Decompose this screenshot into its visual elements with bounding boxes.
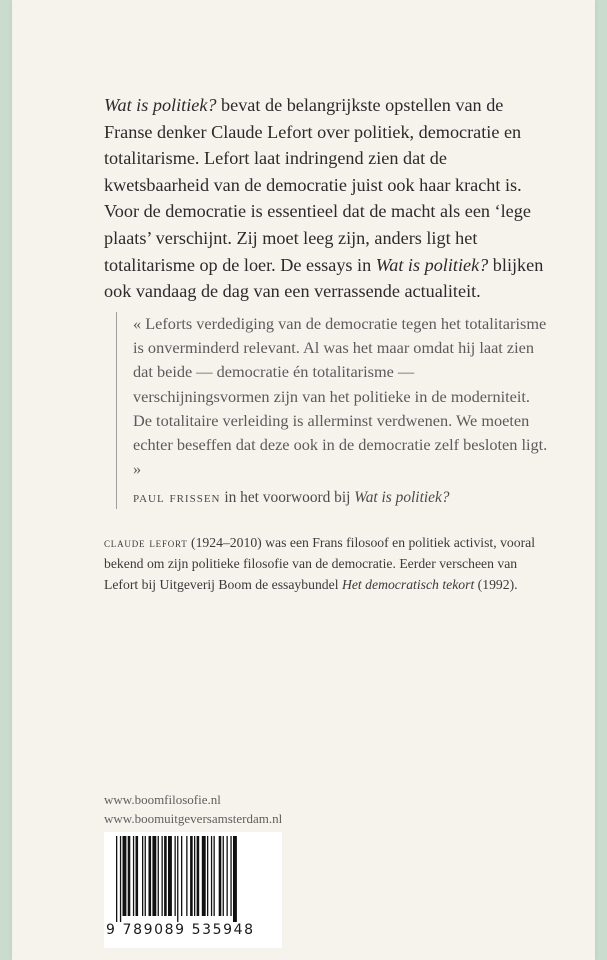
barcode-bar	[190, 836, 193, 916]
barcode-bar	[168, 836, 172, 916]
quote-attribution	[133, 487, 553, 509]
publisher-urls	[104, 790, 282, 828]
quote-attribution-text: in het voorwoord bij	[220, 489, 355, 507]
barcode-bar	[207, 836, 208, 916]
bio-book-title: Het democratisch tekort	[341, 577, 475, 593]
pull-quote	[116, 312, 553, 509]
barcode-bar	[197, 836, 200, 916]
quote-attribution-title: Wat is politiek?	[354, 489, 450, 507]
barcode-bar	[128, 836, 131, 916]
barcode-bar	[233, 836, 237, 922]
barcode-bar	[175, 836, 176, 916]
barcode-bar	[133, 836, 134, 916]
barcode-bar	[116, 836, 117, 922]
blurb-text-part-2: blijken ook vandaag de dag van een verrassende actualiteit.	[104, 254, 544, 302]
barcode-bar	[164, 836, 167, 916]
blurb-book-title: Wat is politiek?	[104, 95, 217, 115]
barcode-bar	[149, 836, 152, 916]
url-boomfilosofie[interactable]: www.boomfilosofie.nl	[104, 792, 221, 807]
barcode-bar	[223, 836, 224, 916]
back-cover	[12, 0, 595, 960]
barcode-bar	[202, 836, 206, 916]
isbn-number: 9 789089 535948	[106, 922, 255, 938]
barcode-bar	[123, 836, 127, 916]
bio-text-part-1: (1924–2010) was een Frans filosoof en politiek activist, vooral bekend om zijn politieke filosofie van de democratie. Eerder verscheen van Lefort bij Uitgeverij Boom de essaybundel	[104, 535, 536, 593]
barcode-bar	[120, 836, 121, 922]
barcode-bar	[158, 836, 159, 916]
barcode-bar	[194, 836, 195, 916]
barcode-bar	[181, 836, 182, 916]
blurb-text-part-1: bevat de belangrijkste opstellen van de Franse denker Claude Lefort over politiek, democratie en totalitarisme. Lefort laat indringend zien dat de kwetsbaarheid van de democratie juist ook haar kracht is. Voor de democratie is essentieel dat de macht als een ‘lege plaats’ verschijnt. Zij moet leeg zijn, anders ligt het totalitarisme op de loer. De essays in	[104, 95, 531, 275]
barcode-bar	[152, 836, 156, 916]
blurb-book-title-2: Wat is politiek?	[375, 254, 489, 275]
barcode-bar	[219, 836, 222, 916]
barcode-bar	[136, 836, 139, 916]
barcode-bar	[142, 836, 143, 916]
quote-text: « Leforts verdediging van de democratie tegen het totalitarisme is onverminderd relevant. Al was het maar omdat hij laat zien dat beide — democratie én totalitarisme — verschijningsvormen zijn van het politieke in de moderniteit. De totalitaire verleiding is allerminst verdwenen. We moeten echter beseffen dat deze ook in de democratie zelf besloten ligt. »	[133, 314, 548, 479]
barcode-bar	[214, 836, 215, 916]
barcode-bar	[211, 836, 212, 916]
url-boomuitgevers[interactable]: www.boomuitgeversamsterdam.nl	[104, 811, 283, 826]
author-bio	[104, 532, 544, 596]
barcode-bar	[186, 836, 187, 916]
isbn-barcode	[104, 832, 282, 948]
barcode-bar	[145, 836, 146, 916]
barcode-bar	[230, 836, 231, 916]
barcode-bar	[227, 836, 228, 916]
barcode-bars	[116, 836, 272, 922]
quote-author: paul frissen	[133, 490, 221, 507]
barcode-bar	[177, 836, 178, 922]
bio-author-name: claude lefort	[104, 535, 188, 550]
barcode-bar	[162, 836, 163, 916]
blurb-paragraph	[104, 92, 544, 305]
bio-text-part-2: (1992).	[474, 577, 518, 593]
